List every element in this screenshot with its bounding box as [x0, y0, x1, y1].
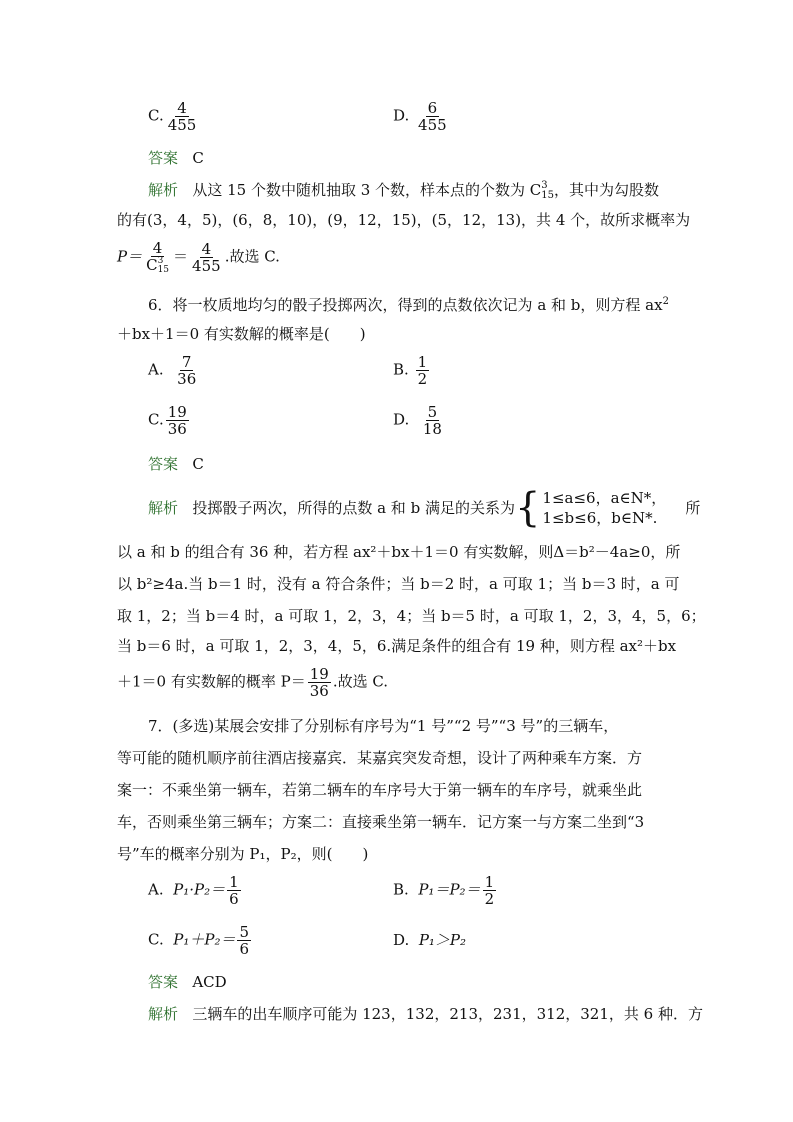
analysis-label: 解析: [148, 181, 179, 199]
q7-analysis-line-1: 解析 三辆车的出车顺序可能为 123，132，213，231，312，321，共 6 种．方: [148, 1005, 703, 1023]
q7-answer: [148, 972, 227, 992]
q7-stem-line-4: 车，否则乘坐第三辆车；方案二：直接乘坐第一辆车．记方案一与方案二坐到“3: [117, 813, 645, 831]
q6-option-c: C. $\frac{19}{36}$: [148, 403, 187, 438]
q6-option-a: A. $\frac{7}{36}$: [148, 353, 197, 388]
answer-value: ACD: [192, 973, 227, 991]
q5-option-d: D. $\frac{6}{455}$: [393, 99, 447, 134]
fraction: $\frac{19}{36}$: [309, 665, 329, 700]
fraction: $\frac{5}{18}$: [422, 403, 442, 438]
fraction: $\frac{4}{455}$: [192, 240, 221, 275]
fraction: $\frac{5}{6}$: [239, 923, 250, 958]
q5-analysis-line-1: 解析 从这 15 个数中随机抽取 3 个数，样本点的个数为 C 3 15 ，其中为勾股数: [148, 180, 660, 201]
q6-analysis-line-6: ＋1＝0 有实数解的概率 P＝ $\frac{19}{36}$ .故选 C.: [117, 665, 389, 700]
fraction: $\frac{4}{455}$: [167, 99, 197, 134]
q7-option-a: A. P₁·P₂＝ $\frac{1}{6}$: [148, 873, 239, 908]
answer-value: C: [192, 149, 204, 167]
fraction: $\frac{1}{6}$: [229, 873, 239, 908]
q6-stem-line-2: ＋bx＋1＝0 有实数解的概率是( ): [117, 325, 366, 343]
fraction: $\frac{6}{455}$: [418, 99, 447, 134]
fraction: $\frac{7}{36}$: [177, 353, 197, 388]
answer-label: 答案: [148, 973, 179, 991]
q7-stem-line-2: 等可能的随机顺序前往酒店接嘉宾．某嘉宾突发奇想，设计了两种乘车方案．方: [117, 749, 643, 767]
q6-analysis-line-4: 取 1，2；当 b＝4 时，a 可取 1，2，3，4；当 b＝5 时，a 可取 1，2，3，4，5，6；: [117, 607, 706, 625]
q7-option-d: D. P₁＞P₂: [393, 931, 467, 949]
q5-analysis-line-2: 的有(3，4，5)，(6，8，10)，(9，12，15)，(5，12，13)，共 4 个，故所求概率为: [117, 211, 691, 229]
q7-option-c: C. P₁＋P₂＝ $\frac{5}{6}$: [148, 923, 250, 958]
q6-answer: [148, 454, 204, 474]
q7-stem-line-3: 案一：不乘坐第一辆车，若第二辆车的车序号大于第一辆车的车序号，就乘坐此: [117, 781, 643, 799]
q5-answer: [148, 148, 204, 168]
analysis-label: 解析: [148, 499, 179, 517]
analysis-label: 解析: [148, 1005, 179, 1023]
fraction: $\frac{19}{36}$: [167, 403, 187, 438]
q5-analysis-line-3: P＝ 4 C 3 15 ＝ $\frac{4}{455}$ .故选 C.: [117, 239, 280, 275]
q5-option-c: C. $\frac{4}{455}$: [148, 99, 197, 134]
q7-stem-line-5: 号”车的概率分别为 P₁，P₂，则( ): [117, 845, 369, 863]
q6-analysis-line-3: 以 b²≥4a.当 b＝1 时，没有 a 符合条件；当 b＝2 时，a 可取 1；当 b＝3 时，a 可: [117, 575, 680, 593]
q6-option-d: D. $\frac{5}{18}$: [393, 403, 442, 438]
q7-stem-line-1: 7．(多选)某展会安排了分别标有序号为“1 号”“2 号”“3 号”的三辆车，: [148, 717, 619, 735]
inequality-system: { 1≤a≤6，a∈N*， 1≤b≤6，b∈N*.: [514, 485, 667, 531]
answer-label: 答案: [148, 455, 179, 473]
q6-analysis-line-5: 当 b＝6 时，a 可取 1，2，3，4，5，6.满足条件的组合有 19 种，则方程 ax²＋bx: [117, 637, 677, 655]
fraction: 4 C 3 15: [146, 239, 170, 275]
q6-option-b: B. $\frac{1}{2}$: [393, 353, 428, 388]
fraction: $\frac{1}{2}$: [417, 353, 428, 388]
answer-label: 答案: [148, 149, 179, 167]
q6-analysis-line-1: 解析 投掷骰子两次，所得的点数 a 和 b 满足的关系为 { 1≤a≤6，a∈N*， 1≤b≤6，b∈N*. 所: [148, 485, 701, 531]
q6-analysis-line-2: 以 a 和 b 的组合有 36 种，若方程 ax²＋bx＋1＝0 有实数解，则Δ＝b²－4a≥0，所: [117, 543, 681, 561]
answer-value: C: [192, 455, 204, 473]
fraction: $\frac{1}{2}$: [484, 873, 495, 908]
q7-option-b: B. P₁＝P₂＝ $\frac{1}{2}$: [393, 873, 495, 908]
q6-stem-line-1: 6．将一枚质地均匀的骰子投掷两次，得到的点数依次记为 a 和 b，则方程 $ax^2$: [148, 296, 669, 314]
